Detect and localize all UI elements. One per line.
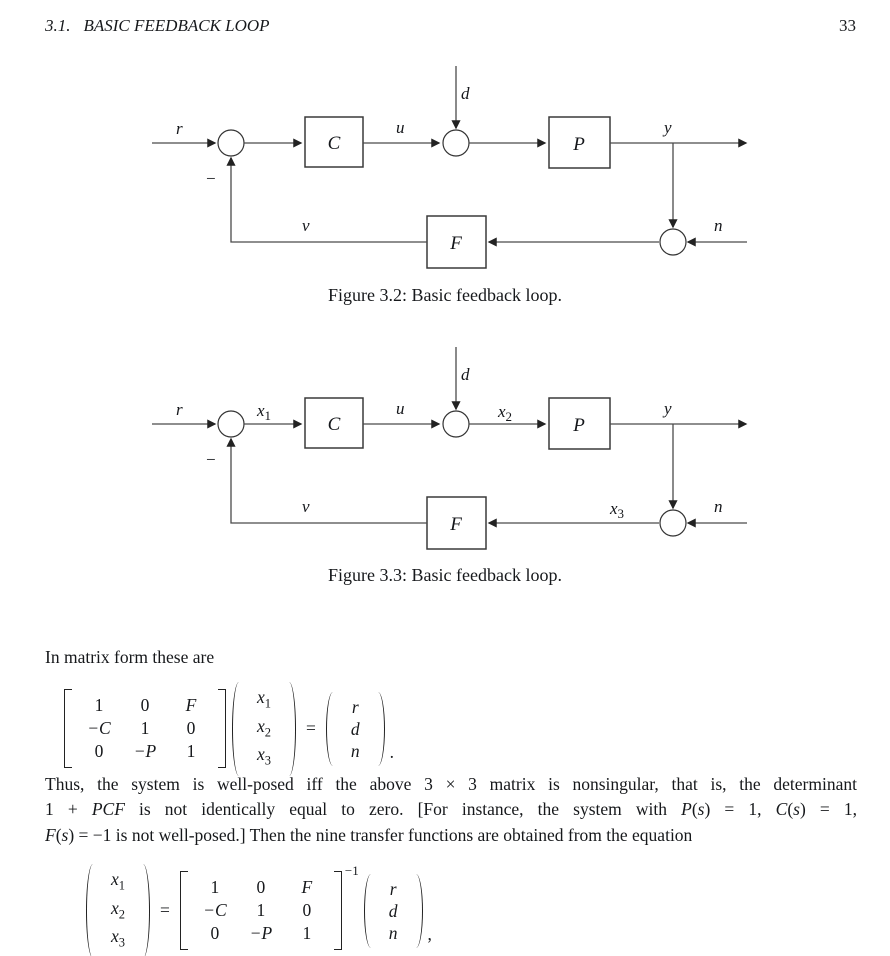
coefficient-matrix (64, 689, 226, 768)
vector-cell (257, 743, 271, 772)
math-segment: s (697, 799, 705, 820)
vector-cells (98, 864, 138, 956)
section-title: BASIC FEEDBACK LOOP (83, 16, 270, 35)
block-C-label: C (327, 133, 341, 154)
math-segment: C (775, 799, 788, 820)
vector-cell (257, 686, 271, 715)
feedback-v-arrow (231, 439, 427, 523)
vector-cell (389, 878, 398, 900)
matrix-cell: −P (133, 741, 157, 762)
matrix-cell: 0 (94, 741, 104, 762)
equation-period: . (389, 741, 395, 762)
equals-sign: = (160, 900, 170, 921)
matrix-cell: 1 (186, 741, 196, 762)
math-segment: s (61, 824, 69, 845)
label-u: u (396, 118, 405, 137)
left-paren (326, 692, 338, 766)
vector-var: r (351, 696, 359, 717)
block-P-label: P (573, 415, 585, 436)
left-square-bracket (64, 689, 72, 768)
figure-3-3-caption: Figure 3.3: Basic feedback loop. (328, 565, 562, 585)
summing-junction-3 (660, 510, 686, 536)
matrix-cell: F (185, 695, 197, 716)
figure-3-2-caption: Figure 3.2: Basic feedback loop. (328, 285, 562, 305)
vector-cell (111, 925, 125, 954)
left-paren (86, 864, 98, 956)
label-r: r (176, 119, 183, 138)
vector-cell (111, 868, 125, 897)
matrix-cell: 1 (302, 923, 312, 944)
matrix-cell: 1 (140, 718, 150, 739)
text-segment: ( (55, 824, 62, 845)
matrix-cell: 0 (140, 695, 150, 716)
label-x3-base: x (610, 499, 618, 518)
summing-junction-1 (218, 130, 244, 156)
text-segment: Thus, the system is well-posed iff the above 3 × 3 matrix is nonsingular, that is, the determinant (45, 774, 857, 794)
vector-sub: 3 (118, 935, 126, 950)
math-segment: P (681, 799, 692, 820)
summing-junction-1 (218, 411, 244, 437)
vector-cell (351, 740, 360, 762)
vector-cell (257, 715, 271, 744)
vector-var: x (257, 687, 265, 707)
right-paren (373, 692, 385, 766)
label-d: d (461, 365, 470, 384)
summing-junction-3 (660, 229, 686, 255)
math-segment: s (793, 799, 800, 820)
summing-junction-2 (443, 130, 469, 156)
left-paren (364, 874, 376, 948)
vector-cells (376, 874, 411, 948)
inverse-exponent: −1 (344, 863, 359, 878)
vector-var: d (350, 718, 360, 739)
vector-var: n (350, 740, 360, 761)
label-y: y (664, 118, 672, 137)
left-paren (232, 682, 244, 776)
matrix-cell: 0 (210, 923, 220, 944)
vector-var: d (388, 900, 398, 921)
label-x1 (256, 401, 271, 423)
label-u: u (396, 399, 405, 418)
matrix-cell: 0 (186, 718, 196, 739)
equation-matrix-form (64, 682, 394, 776)
text-segment: is not identically equal to zero. [For instance, the system with (124, 799, 682, 820)
label-x1-base: x (257, 401, 265, 420)
matrix-cell: 1 (94, 695, 104, 716)
text-segment: ) = 1, (799, 799, 857, 820)
matrix-cell: 1 (256, 900, 266, 921)
matrix-cells (188, 871, 334, 950)
minus-sign: − (206, 169, 216, 188)
label-x1-sub: 1 (264, 408, 272, 423)
minus-sign: − (206, 450, 216, 469)
vector-var: r (389, 878, 397, 899)
label-x3 (609, 499, 624, 521)
label-v: v (302, 497, 310, 516)
vector-var: x (111, 926, 119, 946)
label-x2-base: x (498, 402, 506, 421)
text-segment: ( (787, 799, 794, 820)
right-paren (411, 874, 423, 948)
text-segment: ) = −1 is not well-posed.] Then the nine transfer functions are obtained from the equation (68, 824, 693, 845)
paragraph-line-2 (45, 797, 857, 822)
vector-cell (351, 696, 360, 718)
label-x2 (497, 402, 512, 424)
equals-sign: = (306, 718, 316, 739)
matrix-intro-text: In matrix form these are (45, 647, 215, 667)
state-vector (86, 864, 150, 956)
paragraph-line-3 (45, 823, 857, 848)
matrix-cell: 0 (256, 877, 266, 898)
label-x2-sub: 2 (505, 409, 513, 424)
matrix-cells (72, 689, 218, 768)
right-square-bracket (218, 689, 226, 768)
coefficient-matrix (180, 871, 342, 950)
label-n: n (714, 216, 723, 235)
feedback-v-arrow (231, 158, 427, 242)
matrix-cell: 0 (302, 900, 312, 921)
paragraph (45, 772, 857, 848)
math-segment: F (45, 824, 56, 845)
block-C-label: C (327, 414, 341, 435)
state-vector (232, 682, 296, 776)
block-F-label: F (450, 233, 462, 254)
vector-cells (244, 682, 284, 776)
block-F-label: F (450, 514, 462, 535)
matrix-cell: F (301, 877, 313, 898)
vector-sub: 2 (264, 725, 272, 739)
matrix-cell: −C (203, 900, 227, 921)
text-segment: ) = 1, (704, 799, 776, 820)
text-segment: ( (691, 799, 698, 820)
right-square-bracket (334, 871, 342, 950)
right-paren (284, 682, 296, 776)
input-vector (326, 692, 385, 766)
matrix-cell: −P (249, 923, 273, 944)
label-x3-sub: 3 (617, 506, 625, 521)
label-r: r (176, 400, 183, 419)
matrix-cell: 1 (210, 877, 220, 898)
vector-var: n (388, 922, 398, 943)
math-segment: PCF (91, 799, 125, 820)
vector-cell (389, 900, 398, 922)
paragraph-line-1 (45, 772, 857, 797)
vector-cell (351, 718, 360, 740)
vector-sub: 1 (264, 696, 272, 711)
section-number: 3.1. (45, 16, 71, 35)
vector-var: x (257, 744, 265, 764)
vector-cell (111, 897, 125, 926)
equation-comma: , (427, 923, 432, 944)
left-square-bracket (180, 871, 188, 950)
input-vector (364, 874, 423, 948)
right-paren (138, 864, 150, 956)
equation-transfer-functions (86, 864, 432, 956)
text-segment: 1 + (45, 799, 92, 820)
matrix-cell: −C (87, 718, 111, 739)
label-y: y (664, 399, 672, 418)
summing-junction-2 (443, 411, 469, 437)
vector-cell (389, 922, 398, 944)
label-d: d (461, 84, 470, 103)
page-number: 33 (839, 16, 856, 35)
vector-var: x (257, 715, 265, 736)
vector-var: x (111, 869, 119, 889)
label-v: v (302, 216, 310, 235)
vector-sub: 2 (118, 907, 126, 921)
block-P-label: P (573, 134, 585, 155)
vector-cells (338, 692, 373, 766)
vector-sub: 1 (118, 878, 126, 893)
vector-sub: 3 (264, 753, 272, 768)
label-n: n (714, 497, 723, 516)
vector-var: x (111, 897, 119, 918)
